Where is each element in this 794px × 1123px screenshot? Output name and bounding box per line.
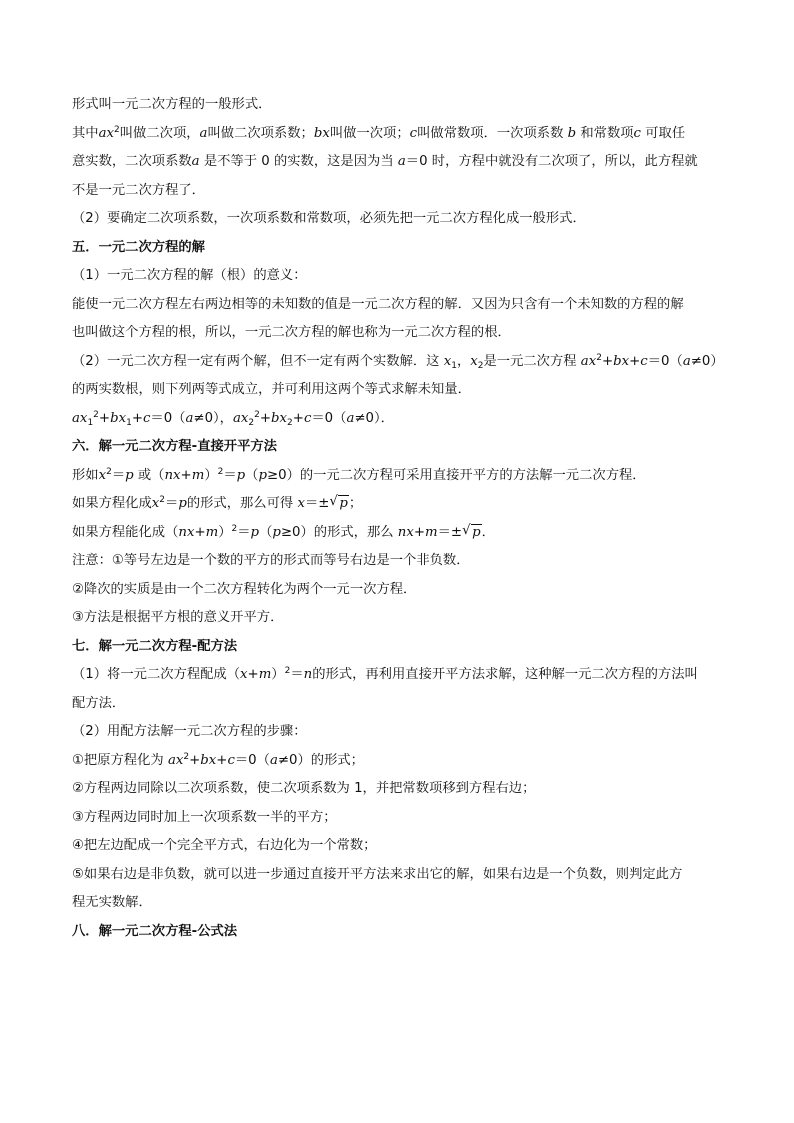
text-line: ④把左边配成一个完全平方式，右边化为一个常数；	[72, 838, 377, 853]
text-line: ③方程两边同时加上一次项系数一半的平方；	[72, 809, 337, 825]
text-line: （1）一元二次方程的解（根）的意义：	[72, 268, 307, 283]
section-heading: 五．一元二次方程的解	[72, 239, 205, 255]
section-heading: 八．解一元二次方程-公式法	[72, 923, 238, 939]
text-line: 如果方程化成$x^2=p$的形式，那么可得 x＝±√ p；	[72, 495, 732, 512]
text-line: 的两实数根，则下列两等式成立，并可利用这两个等式求解未知量．	[72, 382, 471, 397]
text-line: 注意：①等号左边是一个数的平方的形式而等号右边是一个非负数．	[72, 553, 470, 568]
section-heading: 六．解一元二次方程-直接开平方法	[72, 439, 277, 454]
text-line: 形式叫一元二次方程的一般形式．	[72, 97, 272, 112]
document-page	[72, 96, 732, 951]
text-line: 其中$ax^2$叫做二次项，a叫做二次项系数；bx叫做一次项；c叫做常数项．一次项系数 b 和常数项c 可取任	[72, 124, 686, 141]
text-line: （2）用配方法解一元二次方程的步骤：	[72, 724, 307, 739]
text-line: ⑤如果右边是非负数，就可以进一步通过直接开平方法来求出它的解，如果右边是一个负数，则判定此方	[72, 866, 683, 882]
text-line: 不是一元二次方程了．	[72, 182, 205, 198]
text-line: 也叫做这个方程的根，所以，一元二次方程的解也称为一元二次方程的根．	[72, 325, 511, 340]
text-line: 如果方程能化成$(nx+m)^2=p(p\ge 0)$的形式，那么 nx+m＝±√ p．	[72, 524, 732, 541]
text-line: （1）将一元二次方程配成$(x+m)^2=n$的形式，再利用直接开平方法求解，这种解一元二次方程的方法叫	[72, 666, 698, 682]
text-line: 能使一元二次方程左右两边相等的未知数的值是一元二次方程的解．又因为只含有一个未知数的方程的解	[72, 296, 684, 312]
text-line: ①把原方程化为 $ax^2+bx+c=0(a\ne 0)$的形式；	[72, 751, 364, 768]
text-line: ③方法是根据平方根的意义开平方．	[72, 610, 284, 625]
text-line: 配方法．	[72, 695, 126, 711]
section-heading: 七．解一元二次方程-配方法	[72, 638, 238, 654]
text-line: 意实数，二次项系数a 是不等于 0 的实数，这是因为当 a＝0 时，方程中就没有二次项了，所以，此方程就	[72, 154, 698, 169]
text-line: 形如$x^2=p$ 或$(nx+m)^2=p(p\ge 0)$的一元二次方程可采用直接开平方的方法解一元二次方程．	[72, 466, 646, 483]
text-line: ②方程两边同除以二次项系数，使二次项系数为 1，并把常数项移到方程右边；	[72, 781, 536, 796]
text-line: （2）一元二次方程一定有两个解，但不一定有两个实数解．这 $x_1$，$x_2$是一元二次方程 $ax^2+bx+c=0(a\ne 0)$	[72, 352, 724, 371]
formula-line: $ax_1^2+bx_1+c=0(a\ne 0)$，$ax_2^2+bx_2+c=0(a\ne 0)$．	[72, 409, 394, 428]
text-line: （2）要确定二次项系数，一次项系数和常数项，必须先把一元二次方程化成一般形式．	[72, 211, 586, 226]
text-line: ②降次的实质是由一个二次方程转化为两个一元一次方程．	[72, 581, 417, 597]
text-line: 程无实数解．	[72, 895, 152, 910]
